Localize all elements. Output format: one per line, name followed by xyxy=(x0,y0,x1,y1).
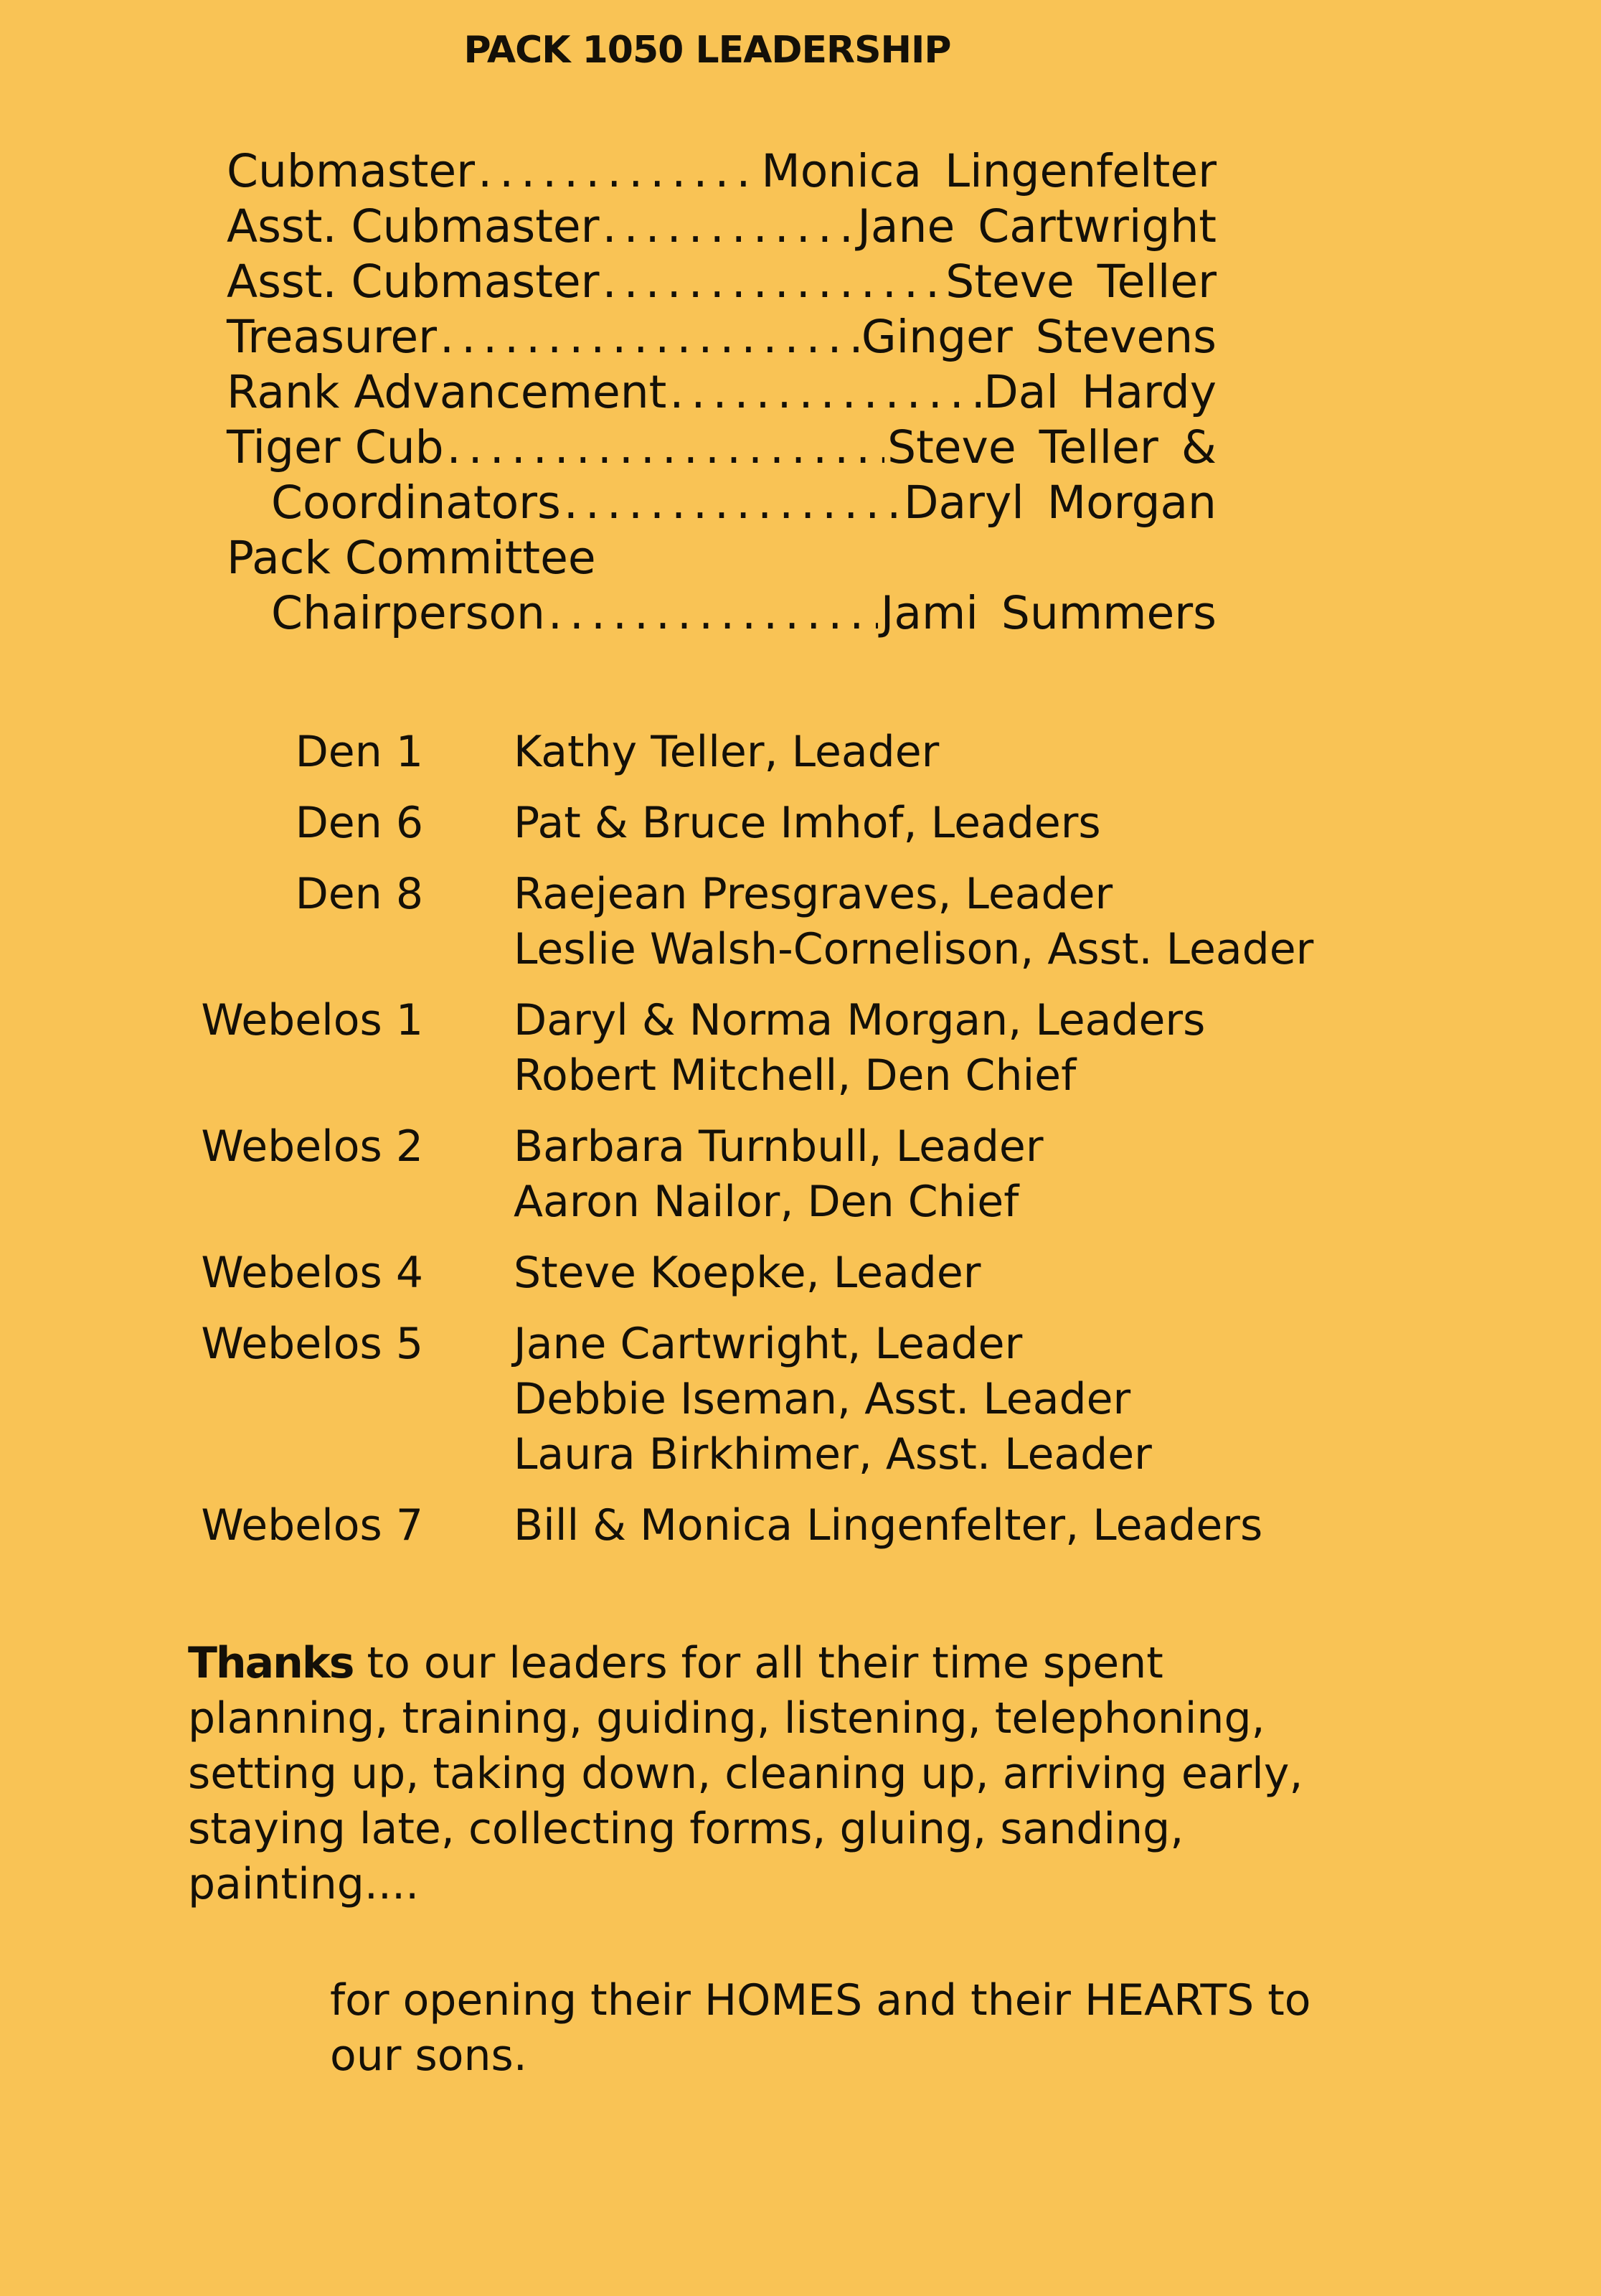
officer-role: Asst. Cubmaster xyxy=(227,200,600,253)
officer-role: Coordinators xyxy=(271,476,561,529)
den-person: Barbara Turnbull, Leader xyxy=(514,1121,1044,1172)
dot-leader xyxy=(478,144,758,199)
den-person: Robert Mitchell, Den Chief xyxy=(514,1050,1077,1101)
officer-row xyxy=(227,364,1217,420)
officer-name: Steve Teller xyxy=(945,255,1217,308)
officer-row xyxy=(227,254,1217,309)
den-person: Kathy Teller, Leader xyxy=(514,727,940,777)
officer-row xyxy=(227,144,1217,199)
dot-leader xyxy=(669,364,981,420)
officer-name: Steve Teller & xyxy=(887,421,1217,474)
den-row xyxy=(179,993,1542,1104)
den-label: Webelos 7 xyxy=(201,1500,423,1551)
den-person: Laura Birkhimer, Asst. Leader xyxy=(514,1429,1152,1479)
den-people xyxy=(514,1498,1262,1553)
officer-row xyxy=(227,530,1217,585)
den-person: Jane Cartwright, Leader xyxy=(514,1319,1023,1369)
den-label: Webelos 4 xyxy=(201,1248,423,1298)
den-people xyxy=(514,993,1205,1104)
den-row xyxy=(179,1246,1542,1301)
den-row xyxy=(179,725,1542,780)
dot-leader xyxy=(440,309,859,364)
officer-role: Pack Committee xyxy=(227,532,596,584)
officer-row xyxy=(227,199,1217,254)
den-label: Webelos 5 xyxy=(201,1319,423,1369)
den-people xyxy=(514,1317,1152,1482)
den-people xyxy=(514,725,939,780)
thanks-paragraph xyxy=(188,1636,1307,1912)
dot-leader xyxy=(447,420,884,475)
dot-leader xyxy=(603,254,943,309)
den-person: Steve Koepke, Leader xyxy=(514,1248,981,1298)
officer-row xyxy=(227,475,1217,530)
den-people xyxy=(514,796,1101,851)
page-title: PACK 1050 LEADERSHIP xyxy=(463,29,951,72)
officer-name: Ginger Stevens xyxy=(861,311,1217,363)
den-person: Aaron Nailor, Den Chief xyxy=(514,1177,1019,1227)
officer-role: Treasurer xyxy=(227,311,438,363)
officer-role: Rank Advancement xyxy=(227,366,667,418)
den-list xyxy=(179,725,1542,1569)
dot-leader xyxy=(603,199,855,254)
den-row xyxy=(179,1498,1542,1553)
officer-row xyxy=(227,420,1217,475)
officer-role: Asst. Cubmaster xyxy=(227,255,600,308)
officer-name: Jami Summers xyxy=(880,587,1217,639)
officer-name: Daryl Morgan xyxy=(903,476,1217,529)
officer-role: Cubmaster xyxy=(227,145,476,197)
dot-leader xyxy=(564,475,901,530)
den-row xyxy=(179,867,1542,977)
den-person: Debbie Iseman, Asst. Leader xyxy=(514,1374,1131,1424)
closing-paragraph: for opening their HOMES and their HEARTS to our sons. xyxy=(330,1975,1311,2081)
den-label: Den 1 xyxy=(295,727,423,777)
officer-name: Dal Hardy xyxy=(983,366,1217,418)
den-row xyxy=(179,1317,1542,1482)
den-row xyxy=(179,796,1542,851)
dot-leader xyxy=(548,585,878,641)
den-person: Raejean Presgraves, Leader xyxy=(514,869,1113,919)
den-label: Webelos 1 xyxy=(201,995,423,1045)
officer-name: Jane Cartwright xyxy=(857,200,1217,253)
officer-row xyxy=(227,585,1217,641)
den-person: Pat & Bruce Imhof, Leaders xyxy=(514,798,1101,848)
officer-name: Monica Lingenfelter xyxy=(761,145,1217,197)
den-label: Den 8 xyxy=(295,869,423,919)
officer-role: Chairperson xyxy=(271,587,545,639)
thanks-text: to our leaders for all their time spent planning, training, guiding, listening, telephoning, setting up, taking down, cleaning up, arriving early, staying late, collecting forms, gluing, sanding, painting.... xyxy=(188,1638,1303,1909)
officer-row xyxy=(227,309,1217,364)
den-row xyxy=(179,1119,1542,1230)
officer-role: Tiger Cub xyxy=(227,421,444,474)
den-label: Webelos 2 xyxy=(201,1121,423,1172)
den-person: Leslie Walsh-Cornelison, Asst. Leader xyxy=(514,924,1314,974)
officer-list xyxy=(227,144,1217,641)
den-people xyxy=(514,867,1313,977)
den-people xyxy=(514,1246,981,1301)
den-person: Daryl & Norma Morgan, Leaders xyxy=(514,995,1206,1045)
den-people xyxy=(514,1119,1044,1230)
thanks-bold-word: Thanks xyxy=(188,1638,354,1688)
den-person: Bill & Monica Lingenfelter, Leaders xyxy=(514,1500,1263,1551)
den-label: Den 6 xyxy=(295,798,423,848)
